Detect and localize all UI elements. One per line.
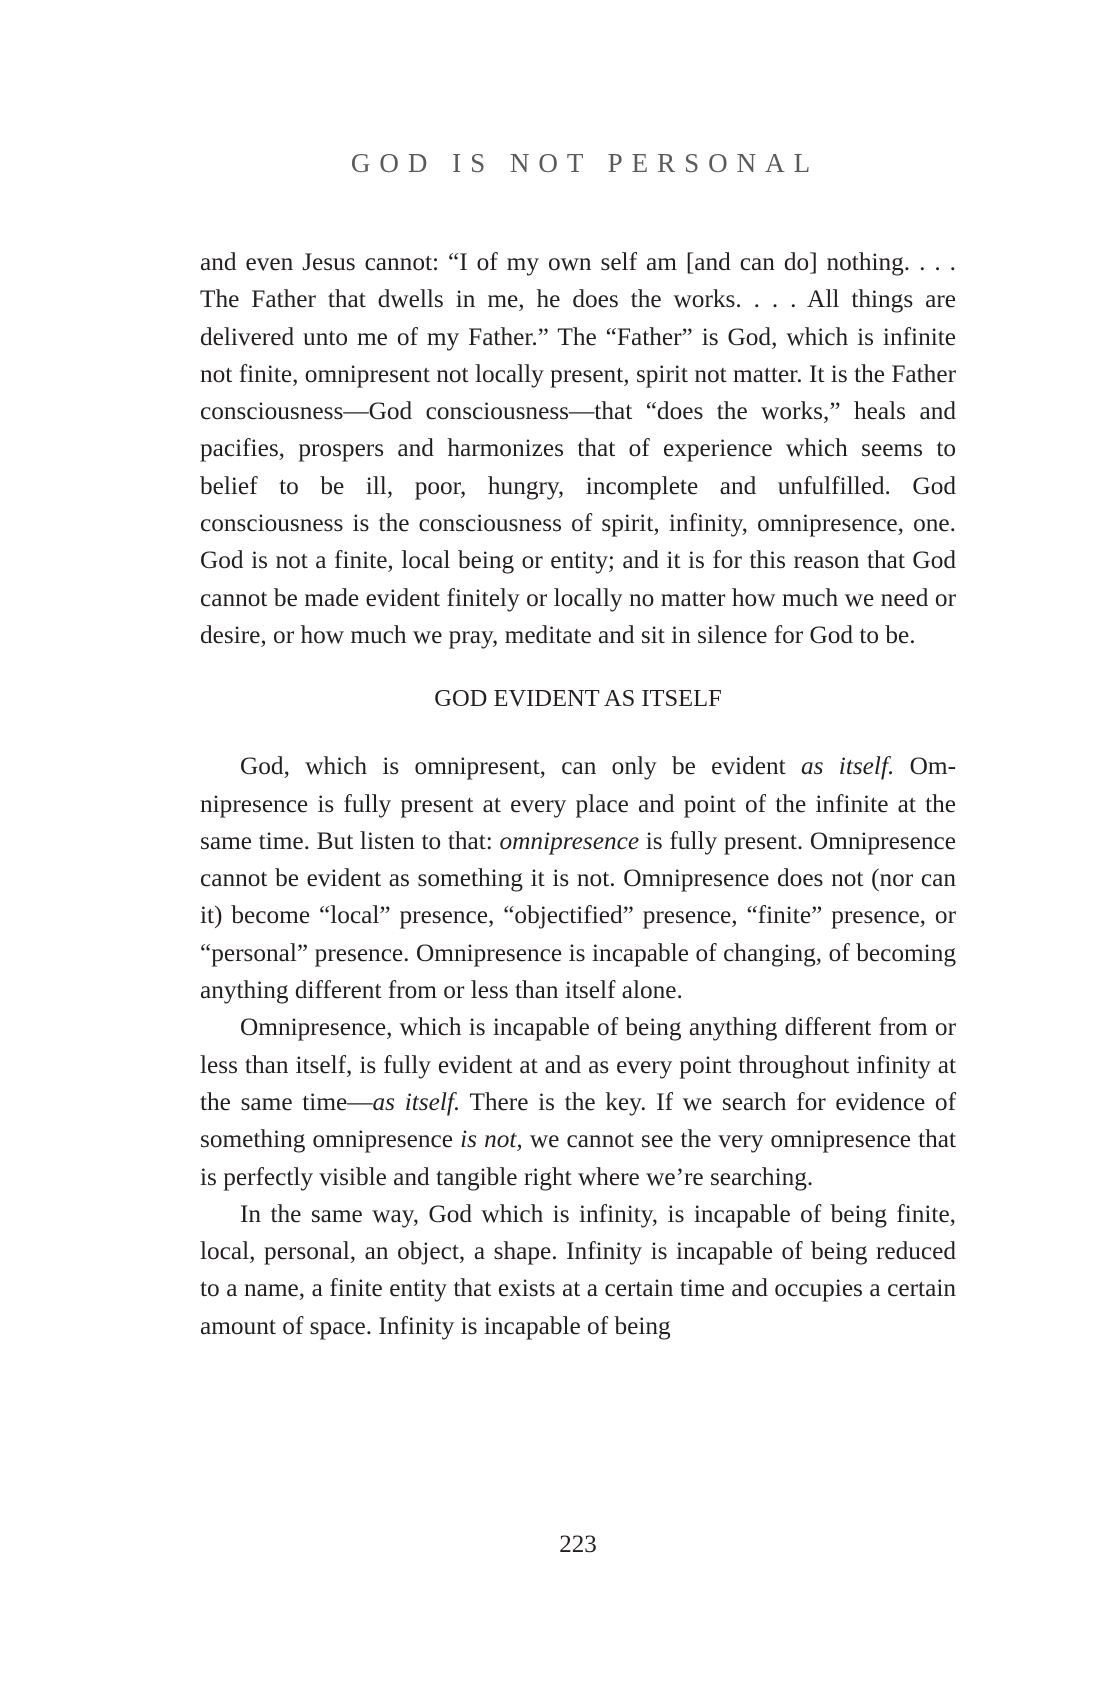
paragraph-continued: and even Jesus cannot: “I of my own self am [and can do] nothing. . . . The Father that dwells in me, he does the works. . . . All things are delivered unto me of my Father.” The “Father” is God, which is infinite not finite, omnipresent not locally present, spirit not matter. It is the Father consciousness—God consciousness—that “does the works,” heals and pacifies, prospers and harmonizes that of experience which seems to belief to be ill, poor, hungry, incomplete and unfulfilled. God consciousness is the consciousness of spirit, infinity, omnipresence, one. God is not a finite, local being or entity; and it is for this reason that God cannot be made evident finitely or locally no matter how much we need or desire, or how much we pray, meditate and sit in silence for God to be. [200,248,956,649]
running-head: GOD IS NOT PERSONAL [350,148,820,178]
page-number: 223 [559,1531,597,1558]
italic-phrase: is not, [460,1125,523,1154]
paragraph-evident-as-itself [200,1009,956,1195]
body-text [200,244,956,1345]
italic-phrase: omnipresence [499,826,640,855]
text-segment: is fully present. Omnipresence cannot be evident as something it is not. Omnipresence does not (nor can it) become “local” presence, “objectified” presence, “finite” presence, or “personal” presence. Omnipresence is incapable of changing, of becoming anything different from or less than itself alone. [200,826,957,1005]
section-heading: GOD EVIDENT AS ITSELF [434,685,722,713]
text-segment: Omnipresence is fully present at every place and point of the infinite at the same time. But listen to that: [200,752,957,855]
text-segment: There is the key. If we search for evidence of something omnipresence [200,1087,956,1154]
italic-phrase: as itself. [372,1087,461,1116]
text-segment: we cannot see the very omnipresence that is perfectly visible and tangible right where we’re searching. [200,1125,957,1191]
italic-phrase: as itself. [800,752,895,781]
text-segment: God, which is omnipresent, can only be evident [240,752,801,781]
paragraph-infinity: In the same way, God which is infinity, is incapable of being finite, local, personal, an object, a shape. Infinity is incapable of being reduced to a name, a finite entity that exists at a certain time and occupies a certain amount of space. Infinity is incapable of being [200,1199,956,1340]
text-segment: Omnipresence, which is incapable of being anything different from or less than itself, is fully evident at and as every point throughout infinity at the same time— [200,1013,956,1116]
paragraph-omnipresence [200,748,956,1009]
